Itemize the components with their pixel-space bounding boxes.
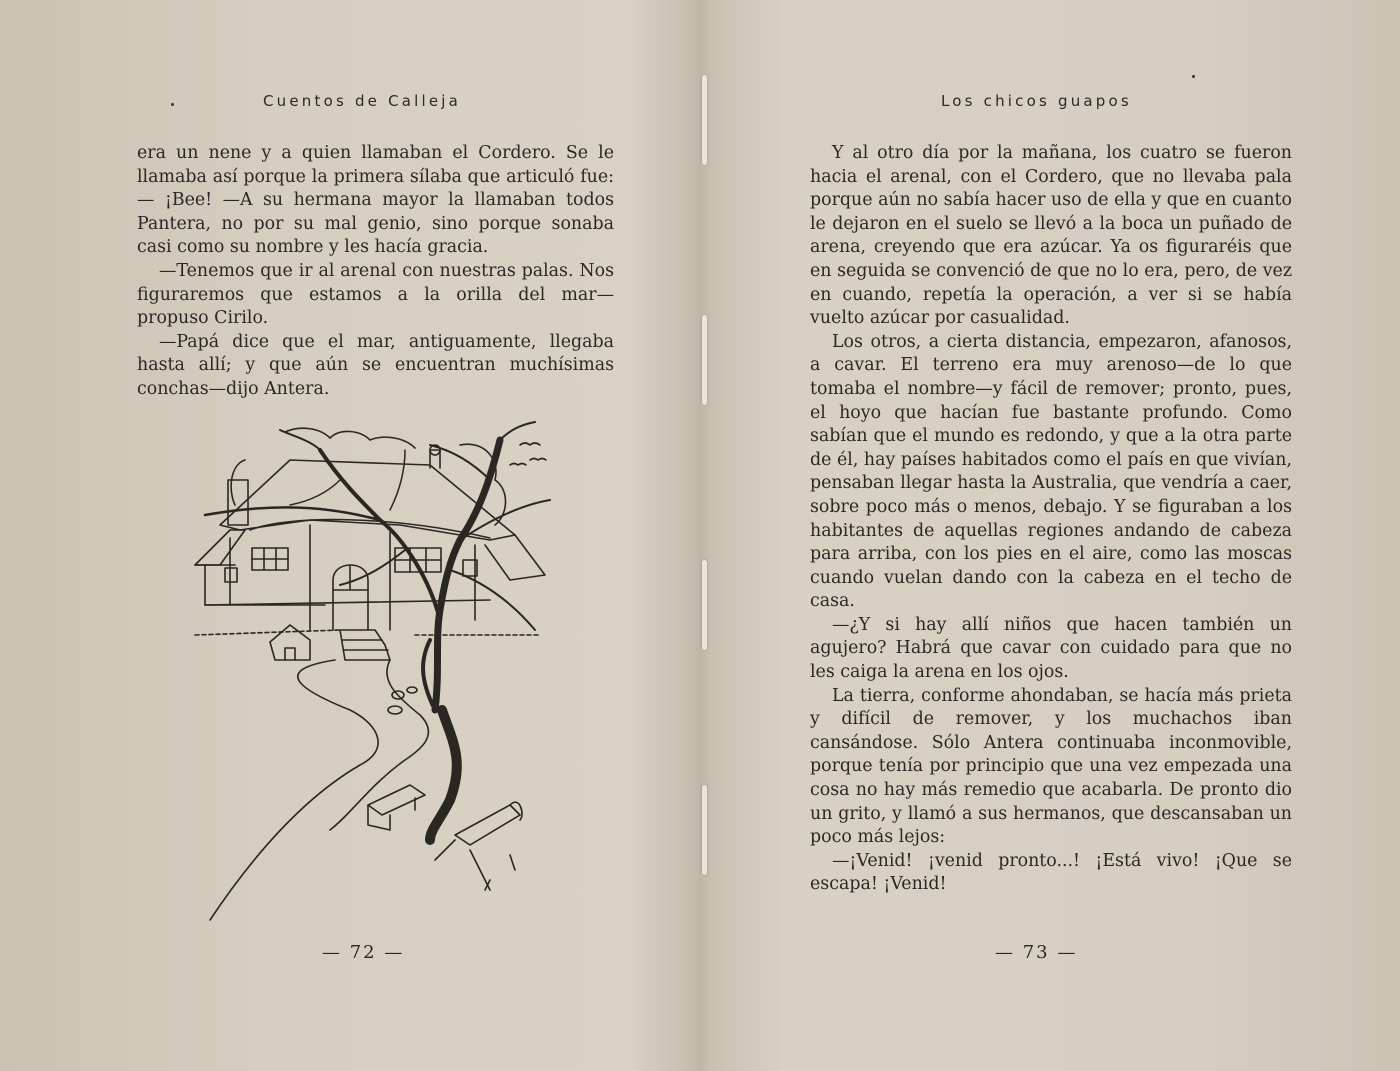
right-page [705,0,1400,1071]
page-number: — 72 — [322,942,405,963]
paragraph: Y al otro día por la mañana, los cuatro se fueron hacia el arenal, con el Cordero, que no llevaba pala porque aún no sabía hacer uso de ella y que en cuanto le dejaron en el suelo se llevó a la boca un puñado de arena, creyendo que era azúcar. Ya os figuraréis que en seguida se convenció de que no lo era, pero, de vez en cuando, repetía la operación, a ver si se había vuelto azúcar por casualidad. [810,143,1292,329]
paragraph: —¡Venid! ¡venid pronto...! ¡Está vivo! ¡Que se escapa! ¡Venid! [810,850,1292,895]
paragraph: La tierra, conforme ahondaban, se hacía más prieta y difícil de remover, y los muchachos iban cansándose. Sólo Antera continuaba inconmovible, porque tenía por principio que una vez empezada una cosa no hay más remedio que acabarla. De pronto dio un grito, y llamó a sus hermanos, que descansaban un poco más lejos: [810,685,1292,848]
right-page-text [810,142,1292,897]
left-page-text [137,142,614,402]
paragraph: —Papá dice que el mar, antiguamente, llegaba hasta allí; y que aún se encuentran muchísimas conchas—dijo Antera. [137,331,614,399]
running-head: Cuentos de Calleja [263,92,462,110]
house-and-tree-icon [190,420,560,925]
ink-speck [171,103,174,106]
paragraph: era un nene y a quien llamaban el Cordero. Se le llamaba así porque la primera sílaba que articuló fue: — ¡Bee! —A su hermana mayor la llamaban todos Pantera, no por su mal genio, sino porque sonaba casi como su nombre y les hacía gracia. [137,143,614,258]
page-number: — 73 — [995,942,1078,963]
paragraph: —¿Y si hay allí niños que hacen también un agujero? Habrá que cavar con cuidado para que no les caiga la arena en los ojos. [810,614,1292,683]
ink-speck [1192,75,1195,78]
running-head: Los chicos guapos [941,92,1132,110]
paragraph: Los otros, a cierta distancia, empezaron, afanosos, a cavar. El terreno era muy arenoso—de lo que tomaba el nombre—y fácil de remover; pronto, pues, el hoyo que hacían fue bastante profundo. Como sabían que el mundo es redondo, y que a la otra parte de él, hay países habitados como el país en que vivían, pensaban llegar hasta la Australia, que vendría a caer, sobre poco más o menos, debajo. Y se figuraban a los habitantes de aquellas regiones andando de cabeza para arriba, con los pies en el aire, como las moscas cuando vuelan dando con la cabeza en el techo de casa. [810,331,1292,612]
paragraph: —Tenemos que ir al arenal con nuestras palas. Nos figuraremos que estamos a la orilla del mar— propuso Cirilo. [137,260,614,329]
